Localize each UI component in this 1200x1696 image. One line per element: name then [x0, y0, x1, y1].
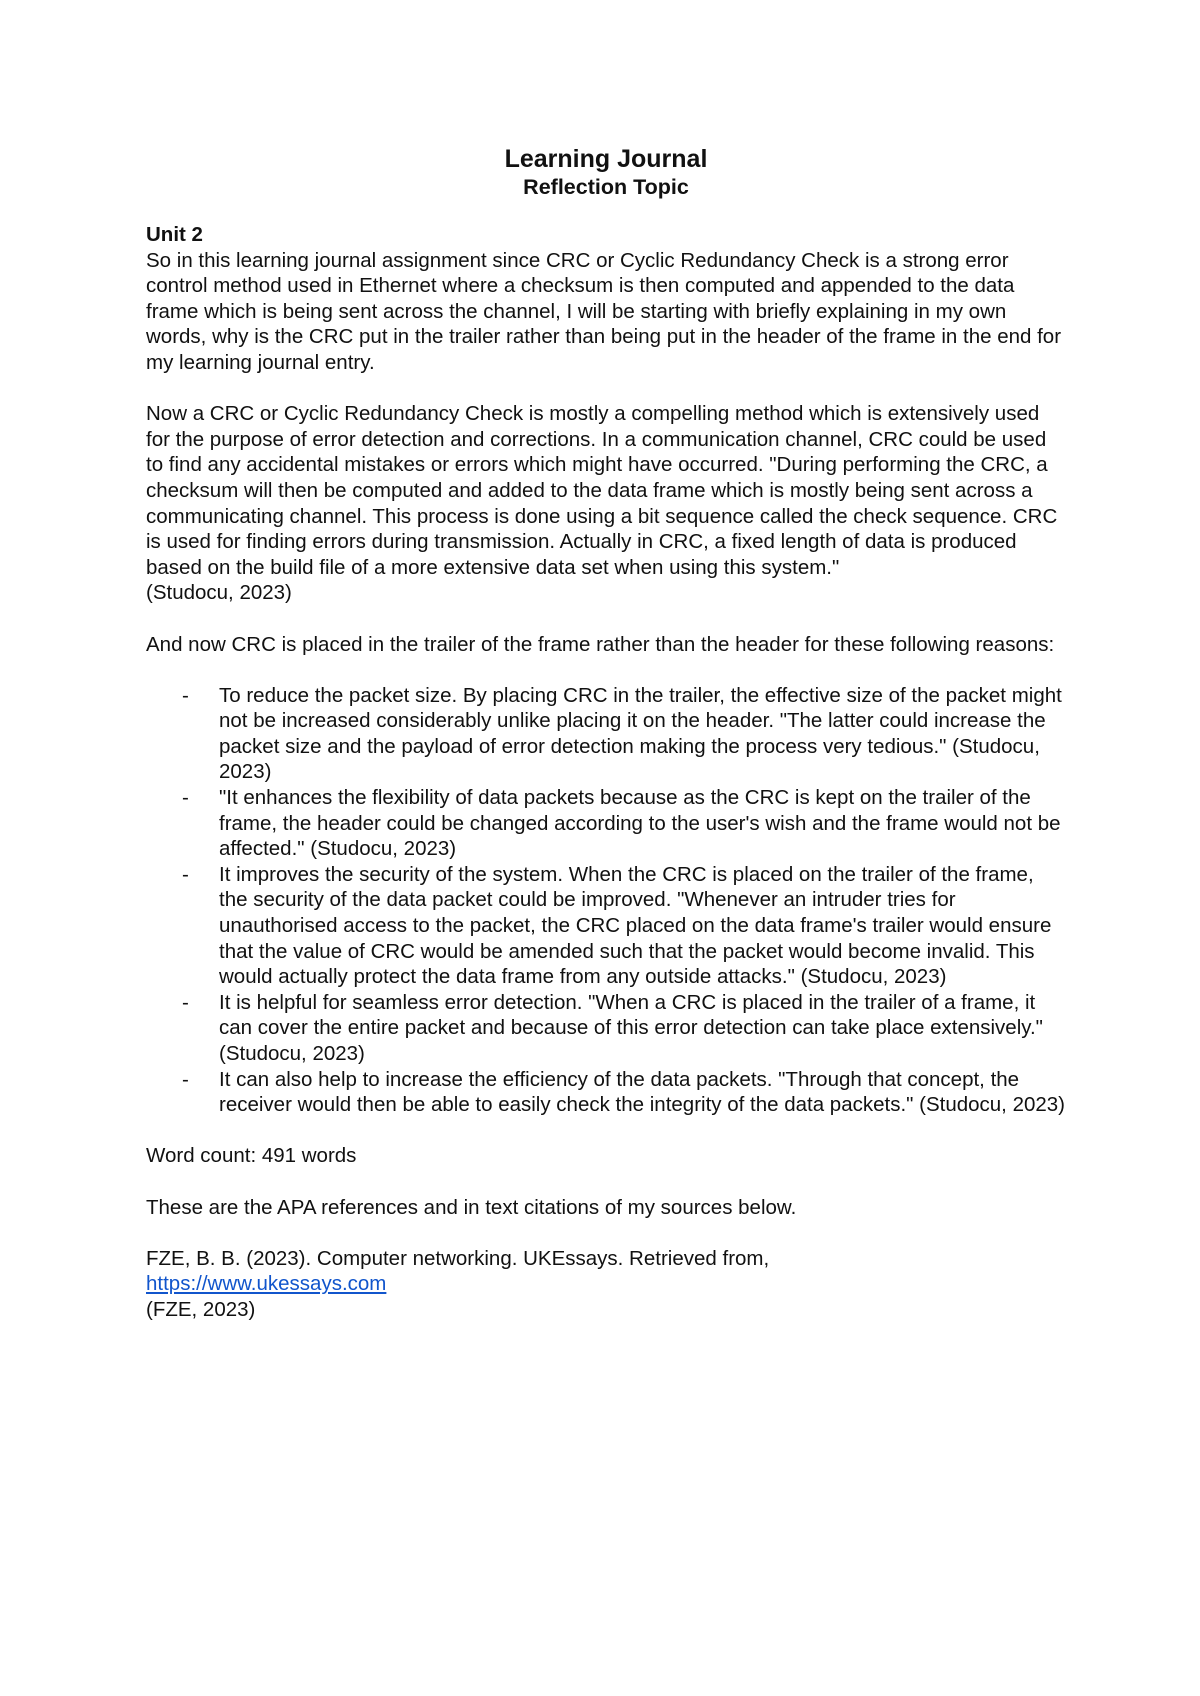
- reasons-intro-paragraph: And now CRC is placed in the trailer of the frame rather than the header for these following reasons:: [146, 632, 1055, 656]
- list-item-text: It is helpful for seamless error detection. "When a CRC is placed in the trailer of a frame, it can cover the entire packet and because of this error detection can take place extensively." (Studocu, 2023): [219, 990, 1043, 1065]
- list-item: [146, 990, 1066, 1067]
- intro-paragraph: So in this learning journal assignment since CRC or Cyclic Redundancy Check is a strong error control method used in Ethernet where a checksum is then computed and appended to the data frame which is being sent across the channel, I will be starting with briefly explaining in my own words, why is the CRC put in the trailer rather than being put in the header of the frame in the end for my learning journal entry.: [146, 248, 1062, 374]
- spacer: [146, 1118, 1066, 1144]
- spacer: [146, 606, 1066, 632]
- reasons-list: [146, 683, 1066, 1118]
- list-item: [146, 1067, 1066, 1118]
- spacer: [146, 376, 1066, 402]
- list-dash: -: [182, 786, 189, 810]
- references-intro: These are the APA references and in text citations of my sources below.: [146, 1195, 797, 1219]
- spacer: [146, 1169, 1066, 1195]
- reference-entry: FZE, B. B. (2023). Computer networking. UKEssays. Retrieved from,: [146, 1246, 770, 1270]
- document-subtitle: Reflection Topic: [523, 175, 689, 199]
- list-dash: -: [182, 990, 189, 1014]
- word-count: Word count: 491 words: [146, 1144, 357, 1168]
- list-item: [146, 785, 1066, 862]
- list-item-text: It improves the security of the system. When the CRC is placed on the trailer of the frame, the security of the data packet could be improved. "Whenever an intruder tries for unauthorised access to the packet, the CRC placed on the data frame's trailer would ensure that the value of CRC would be amended such that the packet would become invalid. This would actually protect the data frame from any outside attacks." (Studocu, 2023): [219, 862, 1052, 989]
- list-item-text: It can also help to increase the efficiency of the data packets. "Through that concept, the receiver would then be able to easily check the integrity of the data packets." (Studocu, 2023): [219, 1067, 1065, 1117]
- crc-explanation-citation: (Studocu, 2023): [146, 581, 292, 605]
- list-item: [146, 862, 1066, 990]
- list-dash: -: [182, 1067, 189, 1091]
- document-page: [146, 144, 1066, 1323]
- reference-citation: (FZE, 2023): [146, 1297, 256, 1321]
- list-item-text: "It enhances the flexibility of data packets because as the CRC is kept on the trailer of the frame, the header could be changed according to the user's wish and the frame would not be affected." (Studocu, 2023): [219, 786, 1061, 861]
- list-dash: -: [182, 862, 189, 886]
- crc-explanation-paragraph: Now a CRC or Cyclic Redundancy Check is mostly a compelling method which is extensively used for the purpose of error detection and corrections. In a communication channel, CRC could be used to find any accidental mistakes or errors which might have occurred. "During performing the CRC, a checksum will then be computed and added to the data frame which is mostly being sent across a communicating channel. This process is done using a bit sequence called the check sequence. CRC is used for finding errors during transmission. Actually in CRC, a fixed length of data is produced based on the build file of a more extensive data set when using this system.": [146, 402, 1058, 579]
- document-title: Learning Journal: [504, 145, 708, 173]
- list-item-text: To reduce the packet size. By placing CRC in the trailer, the effective size of the packet might not be increased considerably unlike placing it on the header. "The latter could increase the packet size and the payload of error detection making the process very tedious." (Studocu, 2023): [219, 683, 1062, 784]
- spacer: [146, 657, 1066, 683]
- spacer: [146, 1220, 1066, 1246]
- unit-heading: Unit 2: [146, 223, 203, 246]
- list-item: [146, 683, 1066, 785]
- reference-link-line: [146, 1271, 1066, 1297]
- reference-link[interactable]: https://www.ukessays.com: [146, 1272, 387, 1296]
- list-dash: -: [182, 683, 189, 707]
